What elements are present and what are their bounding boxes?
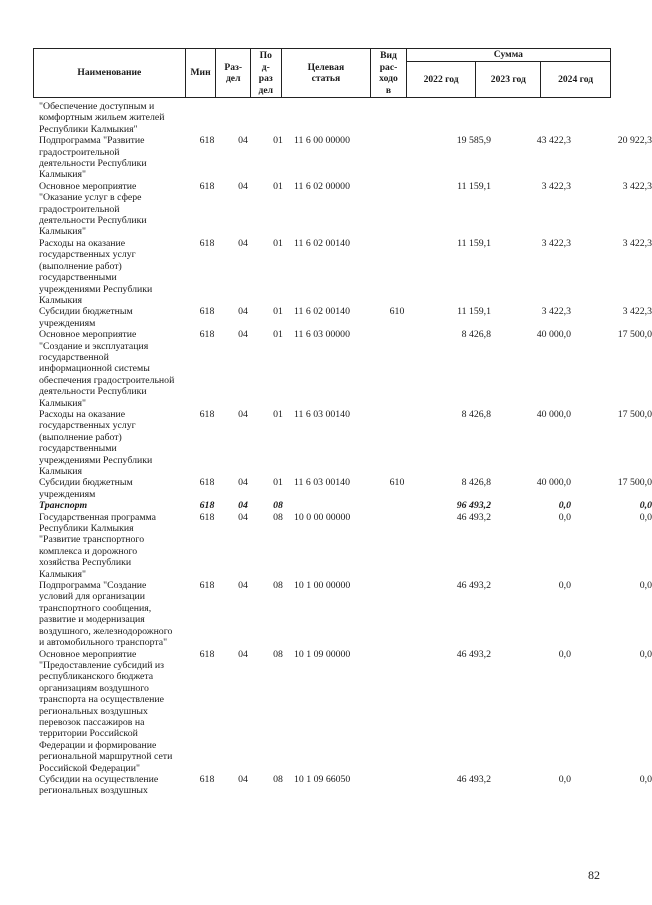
header-2023: 2023 год xyxy=(476,62,541,98)
row-name: Субсидии бюджетным учреждениям xyxy=(39,306,133,329)
row-name: Расходы на оказание государственных услуг (выполнение работ) государственными учреждениями Республики Калмыкия xyxy=(39,237,153,306)
row-min: 618 xyxy=(199,329,215,341)
header-2022: 2022 год xyxy=(406,62,476,98)
row-podrazdel: 01 xyxy=(273,477,283,489)
row-2022: 11 159,1 xyxy=(457,180,491,192)
row-name: Подпрограмма "Развитие градостроительной деятельности Республики Калмыкия" xyxy=(39,135,147,181)
table-row xyxy=(39,477,652,500)
row-2022: 96 493,2 xyxy=(456,500,491,512)
row-2023: 3 422,3 xyxy=(541,180,571,192)
row-name: Субсидии бюджетным учреждениям xyxy=(39,477,133,500)
table-row xyxy=(39,580,652,649)
row-podrazdel: 08 xyxy=(273,511,283,523)
row-target: 10 0 00 00000 xyxy=(294,511,351,523)
row-2022: 19 585,9 xyxy=(456,135,491,147)
row-podrazdel: 01 xyxy=(273,408,283,420)
row-2024: 0,0 xyxy=(639,648,652,660)
row-2024: 0,0 xyxy=(639,500,652,512)
row-podrazdel: 01 xyxy=(273,237,283,249)
header-vid: Вид рас- ходо в xyxy=(371,49,407,98)
row-2022: 46 493,2 xyxy=(456,580,491,592)
row-2023: 40 000,0 xyxy=(536,477,571,489)
row-2023: 43 422,3 xyxy=(536,135,571,147)
header-target: Целевая статья xyxy=(281,49,371,98)
row-min: 618 xyxy=(199,306,215,318)
row-target: 11 6 02 00000 xyxy=(294,180,350,192)
row-target: 11 6 00 00000 xyxy=(294,135,350,147)
row-2024: 0,0 xyxy=(639,511,652,523)
row-name: Основное мероприятие "Создание и эксплуатация государственной информационной системы обеспечения градостроительной деятельности Республики Калмыкия" xyxy=(39,329,175,409)
row-min: 618 xyxy=(199,180,215,192)
table-row xyxy=(39,135,652,181)
row-podrazdel: 08 xyxy=(273,773,283,785)
row-min: 618 xyxy=(199,648,215,660)
table-row xyxy=(39,773,652,797)
row-name: Транспорт xyxy=(39,500,88,512)
row-min: 618 xyxy=(199,580,215,592)
row-name: Подпрограмма "Создание условий для организации транспортного сообщения, развитие и модернизация воздушного, железнодорожного и автомобильного транспорта" xyxy=(39,580,173,649)
row-2022: 8 426,8 xyxy=(461,477,491,489)
row-razdel: 04 xyxy=(238,500,248,512)
row-target: 10 1 09 66050 xyxy=(294,773,351,785)
row-podrazdel: 01 xyxy=(273,306,283,318)
row-podrazdel: 01 xyxy=(273,329,283,341)
row-vid: 610 xyxy=(389,306,405,318)
header-razdel: Раз- дел xyxy=(216,49,251,98)
row-name: Основное мероприятие "Предоставление субсидий из республиканского бюджета организациям воздушного транспорта на осуществление региональных воздушных перевозок пассажиров на территории Российской Федерации и формирование региональной маршрутной сети Российской Федерации" xyxy=(39,648,173,774)
row-podrazdel: 01 xyxy=(273,135,283,147)
row-name: Субсидии на осуществление региональных воздушных xyxy=(39,773,159,797)
row-2024: 20 922,3 xyxy=(617,135,652,147)
header-name: Наименование xyxy=(34,49,186,98)
row-2022: 11 159,1 xyxy=(457,237,491,249)
row-min: 618 xyxy=(199,135,215,147)
row-2024: 3 422,3 xyxy=(622,180,652,192)
row-razdel: 04 xyxy=(238,180,248,192)
row-target: 11 6 02 00140 xyxy=(294,306,350,318)
row-razdel: 04 xyxy=(238,329,248,341)
row-name: Государственная программа Республики Калмыкия "Развитие транспортного комплекса и дорожного хозяйства Республики Калмыкия" xyxy=(39,511,156,580)
row-podrazdel: 08 xyxy=(273,580,283,592)
row-2022: 11 159,1 xyxy=(457,306,491,318)
row-vid: 610 xyxy=(389,477,405,489)
row-min: 618 xyxy=(199,500,215,512)
table-row xyxy=(39,306,652,329)
table-header xyxy=(33,48,611,98)
row-razdel: 04 xyxy=(238,580,248,592)
row-razdel: 04 xyxy=(238,648,248,660)
row-2023: 0,0 xyxy=(558,580,571,592)
header-min: Мин xyxy=(185,49,216,98)
row-target: 11 6 03 00000 xyxy=(294,329,350,341)
row-2023: 3 422,3 xyxy=(541,306,571,318)
row-2024: 17 500,0 xyxy=(617,477,652,489)
table-row xyxy=(39,408,652,477)
row-2024: 0,0 xyxy=(639,580,652,592)
row-min: 618 xyxy=(199,237,215,249)
row-2024: 17 500,0 xyxy=(617,408,652,420)
row-name: Расходы на оказание государственных услуг (выполнение работ) государственными учреждениями Республики Калмыкия xyxy=(39,408,153,477)
table-row xyxy=(39,511,652,580)
row-target: 11 6 03 00140 xyxy=(294,408,350,420)
row-target: 10 1 00 00000 xyxy=(294,580,351,592)
row-razdel: 04 xyxy=(238,135,248,147)
row-name: Основное мероприятие "Оказание услуг в сфере градостроительной деятельности Республики Калмыкия" xyxy=(39,180,147,238)
row-2023: 0,0 xyxy=(558,773,571,785)
row-2022: 8 426,8 xyxy=(461,408,491,420)
table-row xyxy=(39,500,652,512)
row-razdel: 04 xyxy=(238,773,248,785)
table-row xyxy=(39,329,652,409)
row-min: 618 xyxy=(199,408,215,420)
header-podrazdel: По д- раз дел xyxy=(251,49,282,98)
row-2022: 46 493,2 xyxy=(456,648,491,660)
row-razdel: 04 xyxy=(238,477,248,489)
row-2024: 0,0 xyxy=(639,773,652,785)
row-podrazdel: 08 xyxy=(273,500,283,512)
table-row xyxy=(39,648,652,774)
page-number: 82 xyxy=(588,868,600,882)
row-2022: 46 493,2 xyxy=(456,511,491,523)
row-2023: 40 000,0 xyxy=(536,329,571,341)
row-name: "Обеспечение доступным и комфортным жильем жителей Республики Калмыкия" xyxy=(39,101,165,135)
row-razdel: 04 xyxy=(238,306,248,318)
row-2024: 3 422,3 xyxy=(622,306,652,318)
row-2024: 17 500,0 xyxy=(617,329,652,341)
table-row xyxy=(39,101,619,135)
row-podrazdel: 08 xyxy=(273,648,283,660)
row-2023: 40 000,0 xyxy=(536,408,571,420)
row-razdel: 04 xyxy=(238,237,248,249)
row-2023: 0,0 xyxy=(558,500,571,512)
header-sum: Сумма xyxy=(406,49,610,62)
row-2024: 3 422,3 xyxy=(622,237,652,249)
row-2022: 8 426,8 xyxy=(461,329,491,341)
table-row xyxy=(39,237,652,306)
row-target: 10 1 09 00000 xyxy=(294,648,351,660)
row-target: 11 6 03 00140 xyxy=(294,477,350,489)
row-min: 618 xyxy=(199,773,215,785)
row-min: 618 xyxy=(199,511,215,523)
table-body xyxy=(39,101,652,797)
row-2023: 0,0 xyxy=(558,511,571,523)
table-row xyxy=(39,180,652,238)
row-razdel: 04 xyxy=(238,511,248,523)
row-razdel: 04 xyxy=(238,408,248,420)
row-2022: 46 493,2 xyxy=(456,773,491,785)
row-2023: 3 422,3 xyxy=(541,237,571,249)
header-2024: 2024 год xyxy=(541,62,611,98)
row-target: 11 6 02 00140 xyxy=(294,237,350,249)
row-2023: 0,0 xyxy=(558,648,571,660)
row-min: 618 xyxy=(199,477,215,489)
row-podrazdel: 01 xyxy=(273,180,283,192)
